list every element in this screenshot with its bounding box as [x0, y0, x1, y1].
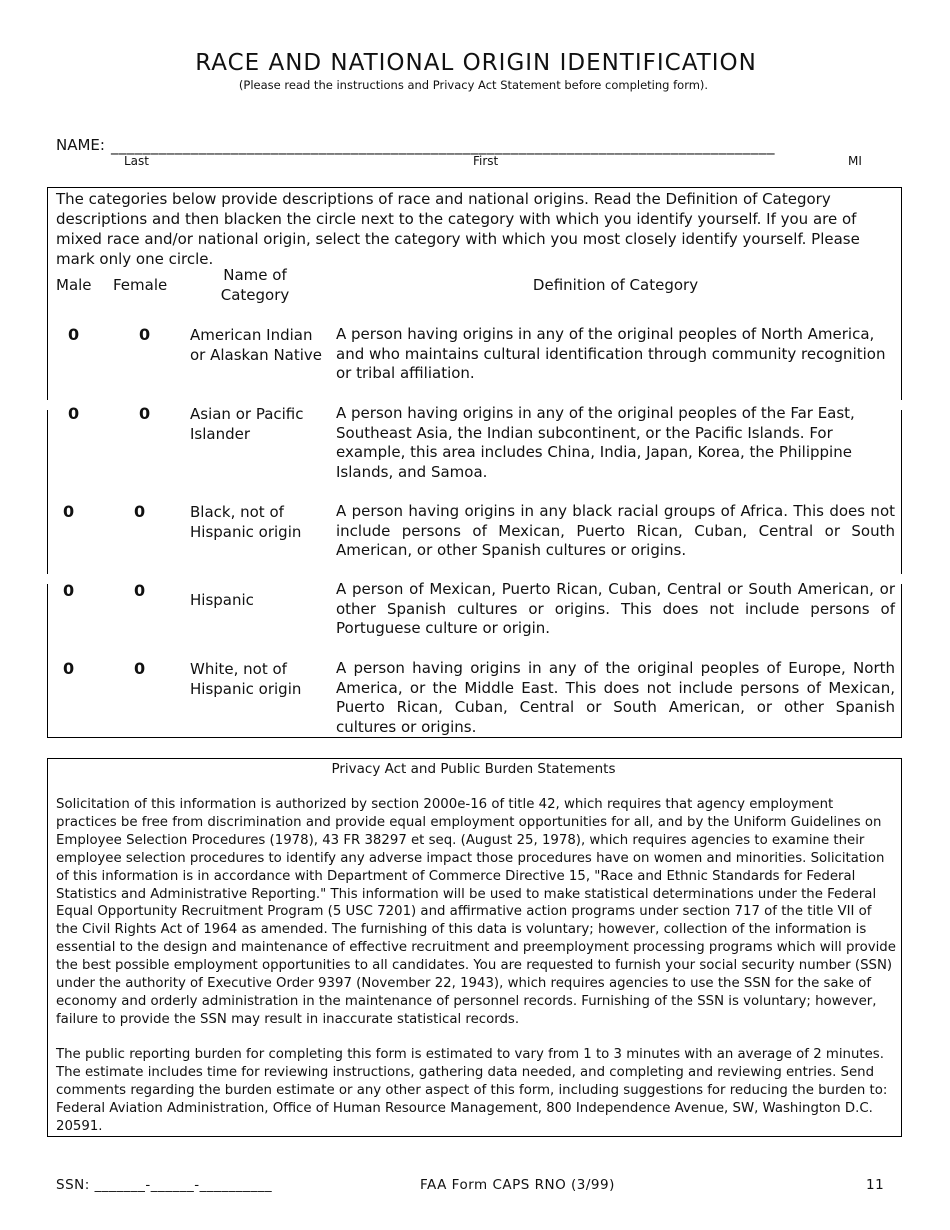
col-header-female: Female: [113, 276, 168, 294]
female-circle-hispanic[interactable]: 0: [134, 581, 146, 600]
name-sub-last: Last: [124, 154, 149, 168]
categories-intro: The categories below provide descriptions of race and national origins. Read the Definition of Category descriptions and then blacken the circle next to the category with which you identify yourself. If you are of mixed race and/or national origin, select the category with which you most closely identify yourself. Please mark only one circle.: [56, 190, 860, 268]
category-name-hispanic: Hispanic: [190, 591, 254, 609]
category-name-white: White, not of Hispanic origin: [190, 660, 302, 698]
col-header-name: Name of Category: [220, 266, 290, 304]
page-number: 11: [866, 1177, 885, 1193]
col-header-definition: Definition of Category: [532, 276, 699, 294]
page-subtitle: (Please read the instructions and Privacy Act Statement before completing form).: [238, 78, 709, 92]
female-circle-asian-pacific[interactable]: 0: [139, 404, 151, 423]
category-def-asian-pacific: A person having origins in any of the original peoples of the Far East, Southeast Asia, the Indian subcontinent, or the Pacific Islands. For example, this area includes China, India, Japan, Korea, the Philippine Islands, and Samoa.: [336, 404, 855, 481]
category-name-black: Black, not of Hispanic origin: [190, 503, 302, 541]
category-def-hispanic: A person of Mexican, Puerto Rican, Cuban, Central or South American, or other Spanish cultures or origins. This does not include persons of Portuguese culture or origin.: [336, 580, 895, 637]
male-circle-hispanic[interactable]: 0: [63, 581, 75, 600]
category-def-american-indian: A person having origins in any of the original peoples of North America, and who maintains cultural identification through community recognition or tribal affiliation.: [336, 325, 886, 382]
name-sub-mi: MI: [848, 154, 862, 168]
privacy-paragraph-1: Solicitation of this information is authorized by section 2000e-16 of title 42, which requires that agency employment practices be free from discrimination and provide equal employment opportunities for all, and by the Uniform Guidelines on Employee Selection Procedures (1978), 43 FR 38297 et seq. (August 25, 1978), which requires agencies to examine their employee selection procedures to identify any adverse impact those procedures have on women and minorities. Solicitation of this information is in accordance with Department of Commerce Directive 15, "Race and Ethnic Standards for Federal Statistics and Administrative Reporting." This information will be used to make statistical determinations under the Federal Equal Opportunity Recruitment Program (5 USC 7201) and affirmative action programs under section 717 of the title VII of the Civil Rights Act of 1964 as amended. The furnishing of this data is voluntary; however, collection of the information is essential to the design and maintenance of effective recruitment and preemployment processing programs which will provide the best possible employment opportunities to all candidates. You are requested to furnish your social security number (SSN) under the authority of Executive Order 9397 (November 22, 1943), which requires agencies to use the SSN for the sake of economy and orderly administration in the maintenance of personnel records. Furnishing of the SSN is voluntary; however, failure to provide the SSN may result in inaccurate statistical records.: [56, 797, 896, 1027]
form-identifier: FAA Form CAPS RNO (3/99): [420, 1177, 615, 1193]
male-circle-white[interactable]: 0: [63, 659, 75, 678]
female-circle-black[interactable]: 0: [134, 502, 146, 521]
male-circle-asian-pacific[interactable]: 0: [68, 404, 80, 423]
male-circle-american-indian[interactable]: 0: [68, 325, 80, 344]
name-input-line[interactable]: ___________________________________________________________________________________: [111, 137, 775, 155]
category-name-asian-pacific: Asian or Pacific Islander: [190, 405, 304, 443]
female-circle-white[interactable]: 0: [134, 659, 146, 678]
category-def-white: A person having origins in any of the original peoples of Europe, North America, or the Middle East. This does not include persons of Mexican, Puerto Rican, Cuban, Central or South American, or other Spanish cultures or origins.: [336, 659, 895, 736]
privacy-heading: Privacy Act and Public Burden Statements: [331, 761, 616, 777]
ssn-field[interactable]: SSN: _______-______-__________: [56, 1177, 273, 1193]
page-title: RACE AND NATIONAL ORIGIN IDENTIFICATION: [195, 50, 757, 76]
category-name-american-indian: American Indian or Alaskan Native: [190, 326, 323, 364]
name-sub-first: First: [473, 154, 499, 168]
female-circle-american-indian[interactable]: 0: [139, 325, 151, 344]
male-circle-black[interactable]: 0: [63, 502, 75, 521]
privacy-paragraph-2: The public reporting burden for completing this form is estimated to vary from 1 to 3 minutes with an average of 2 minutes. The estimate includes time for reviewing instructions, gathering data needed, and completing and reviewing entries. Send comments regarding the burden estimate or any other aspect of this form, including suggestions for reducing the burden to: Federal Aviation Administration, Office of Human Resource Management, 800 Independence Avenue, SW, Washington D.C. 20591.: [56, 1047, 888, 1134]
category-def-black: A person having origins in any black racial groups of Africa. This does not include persons of Mexican, Puerto Rican, Cuban, Central or South American, or other Spanish cultures or origins.: [336, 502, 895, 559]
name-label: NAME:: [56, 136, 105, 154]
col-header-male: Male: [56, 276, 92, 294]
